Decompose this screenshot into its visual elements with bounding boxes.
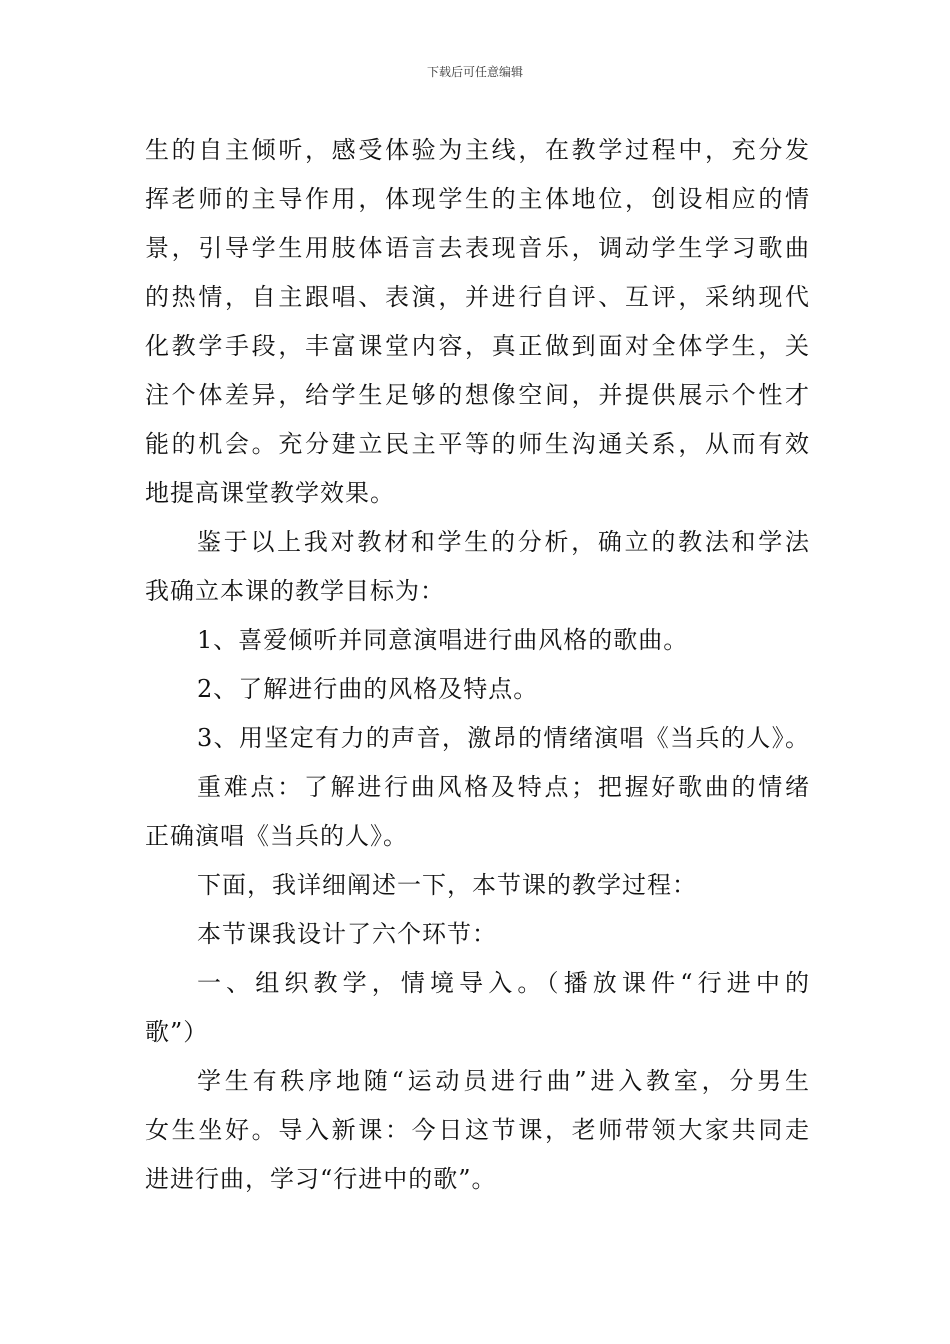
text-line: 本节课我设计了六个环节： (197, 920, 497, 948)
text-line: 鉴于以上我对教材和学生的分析，确立的教法和学法 (197, 528, 810, 556)
text-line: 我确立本课的教学目标为： (145, 577, 445, 605)
text-line: 注个体差异，给学生足够的想像空间，并提供展示个性才 (145, 381, 810, 409)
text-line: 3、用坚定有力的声音，激昂的情绪演唱《当兵的人》。 (197, 724, 810, 752)
text-line: 地提高课堂教学效果。 (145, 479, 395, 507)
text-line: 学生有秩序地随“运动员进行曲”进入教室，分男生 (197, 1067, 810, 1095)
text-line: 歌”） (145, 1018, 209, 1046)
text-line: 重难点：了解进行曲风格及特点；把握好歌曲的情绪 (197, 773, 810, 801)
text-line: 进进行曲，学习“行进中的歌”。 (145, 1165, 497, 1193)
text-line: 能的机会。充分建立民主平等的师生沟通关系，从而有效 (145, 430, 810, 458)
page-header: 下载后可任意编辑 (426, 65, 523, 79)
text-line: 1、喜爱倾听并同意演唱进行曲风格的歌曲。 (197, 626, 689, 654)
text-line: 女生坐好。导入新课：今日这节课，老师带领大家共同走 (145, 1116, 810, 1144)
text-line: 挥老师的主导作用，体现学生的主体地位，创设相应的情 (145, 185, 810, 213)
text-line: 生的自主倾听，感受体验为主线，在教学过程中，充分发 (145, 136, 810, 164)
text-line: 化教学手段，丰富课堂内容，真正做到面对全体学生，关 (145, 332, 810, 360)
text-line: 2、了解进行曲的风格及特点。 (197, 675, 539, 703)
text-line: 下面，我详细阐述一下，本节课的教学过程： (197, 871, 697, 899)
text-line: 正确演唱《当兵的人》。 (145, 822, 408, 850)
text-line: 一、组织教学，情境导入。（播放课件“行进中的 (197, 969, 810, 997)
text-line: 的热情，自主跟唱、表演，并进行自评、互评，采纳现代 (145, 283, 810, 311)
document-body (145, 126, 810, 1204)
text-line: 景，引导学生用肢体语言去表现音乐，调动学生学习歌曲 (145, 234, 810, 262)
